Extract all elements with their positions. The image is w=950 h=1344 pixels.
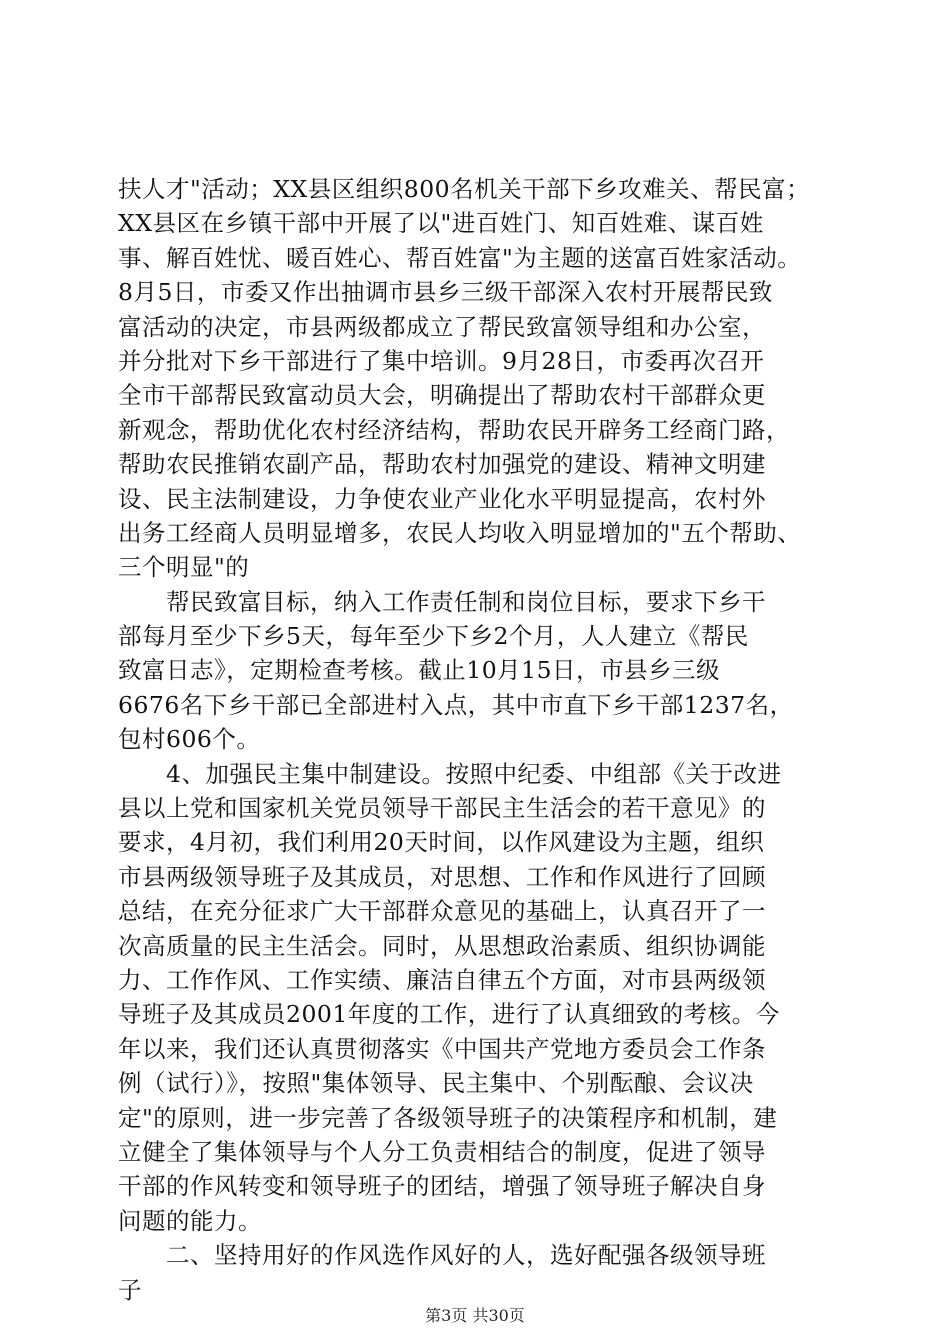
text-line: 要求，4月初，我们利用20天时间，以作风建设为主题，组织 — [118, 828, 765, 857]
text-line: 部每月至少下乡5天，每年至少下乡2个月，人人建立《帮民 — [118, 622, 749, 651]
text-line: 干部的作风转变和领导班子的团结，增强了领导班子解决自身 — [118, 1172, 766, 1201]
page-number: 第3页 共30页 — [425, 1306, 525, 1325]
document-body — [118, 172, 834, 1307]
text-line: 力、工作作风、工作实绩、廉洁自律五个方面，对市县两级领 — [118, 965, 766, 994]
text-line: 新观念，帮助优化农村经济结构，帮助农民开辟务工经商门路， — [118, 415, 790, 444]
text-line: 定"的原则，进一步完善了各级领导班子的决策程序和机制，建 — [118, 1103, 778, 1132]
text-line: 三个明显"的 — [118, 553, 250, 582]
text-line: 例（试行）》，按照"集体领导、民主集中、个别酝酿、会议决 — [118, 1069, 754, 1098]
text-line: XX县区在乡镇干部中开展了以"进百姓门、知百姓难、谋百姓 — [118, 209, 764, 238]
text-line: 4、加强民主集中制建设。按照中纪委、中组部《关于改进 — [118, 759, 782, 788]
page-footer — [0, 1306, 950, 1326]
text-line: 二、坚持用好的作风选作风好的人，选好配强各级领导班 — [118, 1241, 766, 1270]
text-line: 子 — [118, 1275, 142, 1304]
text-line: 市县两级领导班子及其成员，对思想、工作和作风进行了回顾 — [118, 862, 766, 891]
text-line: 导班子及其成员2001年度的工作，进行了认真细致的考核。今 — [118, 1000, 780, 1029]
text-line: 致富日志》，定期检查考核。截止10月15日，市县乡三级 — [118, 656, 721, 685]
text-line: 6676名下乡干部已全部进村入点，其中市直下乡干部1237名， — [118, 690, 794, 719]
text-line: 帮民致富目标，纳入工作责任制和岗位目标，要求下乡干 — [118, 587, 766, 616]
text-line: 8月5日，市委又作出抽调市县乡三级干部深入农村开展帮民致 — [118, 278, 773, 307]
text-line: 事、解百姓忧、暖百姓心、帮百姓富"为主题的送富百姓家活动。 — [118, 243, 802, 272]
text-line: 问题的能力。 — [118, 1206, 262, 1235]
text-line: 包村606个。 — [118, 725, 261, 754]
text-line: 并分批对下乡干部进行了集中培训。9月28日，市委再次召开 — [118, 346, 765, 375]
text-line: 年以来，我们还认真贯彻落实《中国共产党地方委员会工作条 — [118, 1034, 766, 1063]
text-line: 总结，在充分征求广大干部群众意见的基础上，认真召开了一 — [118, 897, 766, 926]
text-line: 次高质量的民主生活会。同时，从思想政治素质、组织协调能 — [118, 931, 766, 960]
text-line: 扶人才"活动；XX县区组织800名机关干部下乡攻难关、帮民富； — [118, 175, 811, 203]
text-line: 帮助农民推销农副产品，帮助农村加强党的建设、精神文明建 — [118, 450, 766, 479]
text-line: 出务工经商人员明显增多，农民人均收入明显增加的"五个帮助、 — [118, 518, 802, 547]
text-line: 全市干部帮民致富动员大会，明确提出了帮助农村干部群众更 — [118, 381, 766, 410]
text-line: 立健全了集体领导与个人分工负责相结合的制度，促进了领导 — [118, 1137, 766, 1166]
text-line: 县以上党和国家机关党员领导干部民主生活会的若干意见》的 — [118, 794, 766, 823]
text-line: 设、民主法制建设，力争使农业产业化水平明显提高，农村外 — [118, 484, 766, 513]
text-line: 富活动的决定，市县两级都成立了帮民致富领导组和办公室， — [118, 312, 766, 341]
